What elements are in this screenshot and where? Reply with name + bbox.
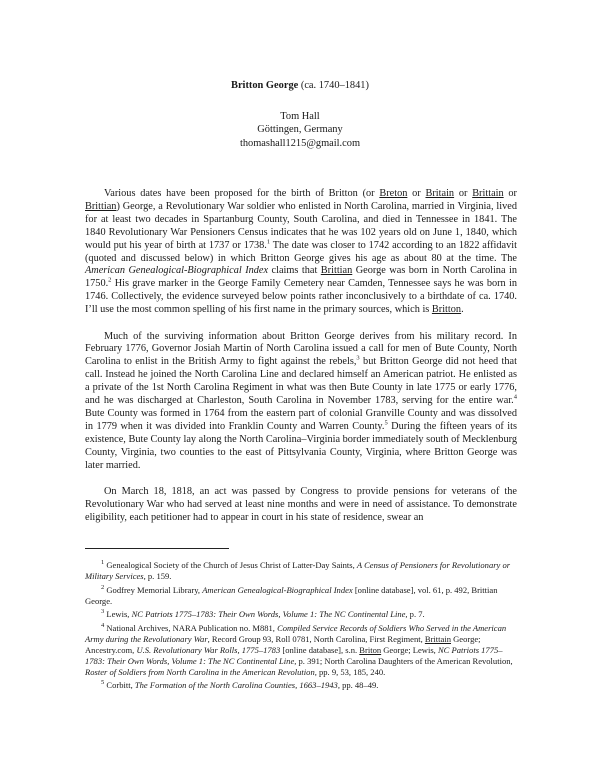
paragraph-1: Various dates have been proposed for the birth of Britton (or Breton or Britain or Brittain or Brittian) George, a Revolutionary War soldier who enlisted in North Carolina, married in Virginia, lived for at least two decades in Spartanburg County, South Carolina, and died in Tennessee in 1841. The 1840 Revolutionary War Pensioners Census indicates that he was 102 years old on June 1, 1840, which would put his year of birth at 1737 or 1738.$^1$ The date was closer to 1742 according to an 1822 affidavit (quoted and discussed below) in which Britton George gives his age as about 80 at the time. The American Genealogical-Biographical Index claims that Brittian George was born in North Carolina in 1750.$^2$ His grave marker in the George Family Cemetery near Camden, Tennessee says he was born in 1746. Collectively, the evidence surveyed below points rather inconclusively to a birthdate of ca. 1740. I’ll use the most common spelling of his first name in the primary sources, which is Britton.	[85, 188, 518, 316]
author-location: Göttingen, Germany	[257, 124, 343, 136]
footnote-separator	[85, 548, 229, 549]
paragraph-3: On March 18, 1818, an act was passed by Congress to provide pensions for veterans of the Revolutionary War who had served at least nine months and were in need of assistance. To demonstrate eligibility, each petitioner had to appear in court in his state of residence, swear an	[85, 486, 517, 523]
footnote-ref-3: 3	[356, 354, 360, 362]
footnote-5: $^5$ Corbitt, The Formation of the North Carolina Counties, 1663–1943, pp. 48–49.	[101, 679, 379, 691]
variant-spelling: Brittain	[472, 188, 504, 199]
footnote-ref-4: 4	[513, 393, 517, 401]
author-block	[0, 110, 600, 150]
footnote-ref-5: 5	[384, 419, 388, 427]
author-email: thomashall1215@gmail.com	[239, 137, 361, 149]
footnote-4: $^4$ National Archives, NARA Publication no. M881, Compiled Service Records of Soldiers Who Served in the American Army during the Revolutionary War, Record Group 93, Roll 0781, North Carolina, First Regiment, Brittain George; Ancestry.com, U.S. Revolutionary War Rolls, 1775–1783 [online database], s.n. Briton George; Lewis, NC Patriots 1775–1783: Their Own Words, Volume 1: The NC Continental Line, p. 391; North Carolina Daughters of the American Revolution, Roster of Soldiers from North Carolina in the American Revolution, pp. 9, 53, 185, 240.	[85, 622, 513, 677]
footnotes	[85, 560, 517, 694]
italic-title: American Genealogical-Biographical Index	[85, 265, 269, 277]
footnote-3: $^3$ Lewis, NC Patriots 1775–1783: Their Own Words, Volume 1: The NC Continental Line, p. 7.	[101, 608, 425, 620]
footnote-ref-1: 1	[266, 238, 271, 246]
title-dates: (ca. 1740–1841)	[300, 80, 369, 91]
footnote-2: $^2$ Godfrey Memorial Library, American Genealogical-Biographical Index [online database], vol. 61, p. 492, Brittian George.	[85, 583, 498, 606]
footnote-ref-2: 2	[108, 276, 112, 284]
variant-spelling: Brittian	[320, 265, 353, 277]
title-name: Britton George	[231, 80, 299, 91]
variant-spelling: Brittian	[85, 200, 117, 212]
body-text	[85, 188, 517, 538]
footnote-1: $^1$ Genealogical Society of the Church of Jesus Christ of Latter-Day Saints, A Census of Pensioners for Revolutionary or Military Services, p. 159.	[85, 559, 511, 581]
variant-spelling: Britton	[431, 304, 462, 316]
page-title	[0, 80, 600, 91]
paragraph-2: Much of the surviving information about Britton George derives from his military record. In February 1776, Governor Josiah Martin of North Carolina issued a call for men of Bute County, North Carolina to enlist in the British Army to fight against the rebels,$^3$ but Britton George did not heed that call. Instead he joined the North Carolina Line and declared himself an American patriot. He enlisted as a private of the 1st North Carolina Regiment in what was then Bute County in late 1775 or early 1776, and he was discharged at Charleston, South Carolina in November 1783, serving for the entire war.$^4$ Bute County was formed in 1764 from the eastern part of colonial Granville County and was dissolved in 1779 when it was divided into Franklin County and Warren County.$^5$ During the fifteen years of its existence, Bute County lay along the North Carolina–Virginia border immediately south of Mecklenburg County, Virginia, two counties to the east of Pittsylvania County, Virginia, where Britton George was later married.	[85, 330, 517, 471]
variant-spelling: Britain	[425, 188, 455, 199]
author-name: Tom Hall	[280, 111, 320, 122]
variant-spelling: Breton	[379, 188, 408, 199]
